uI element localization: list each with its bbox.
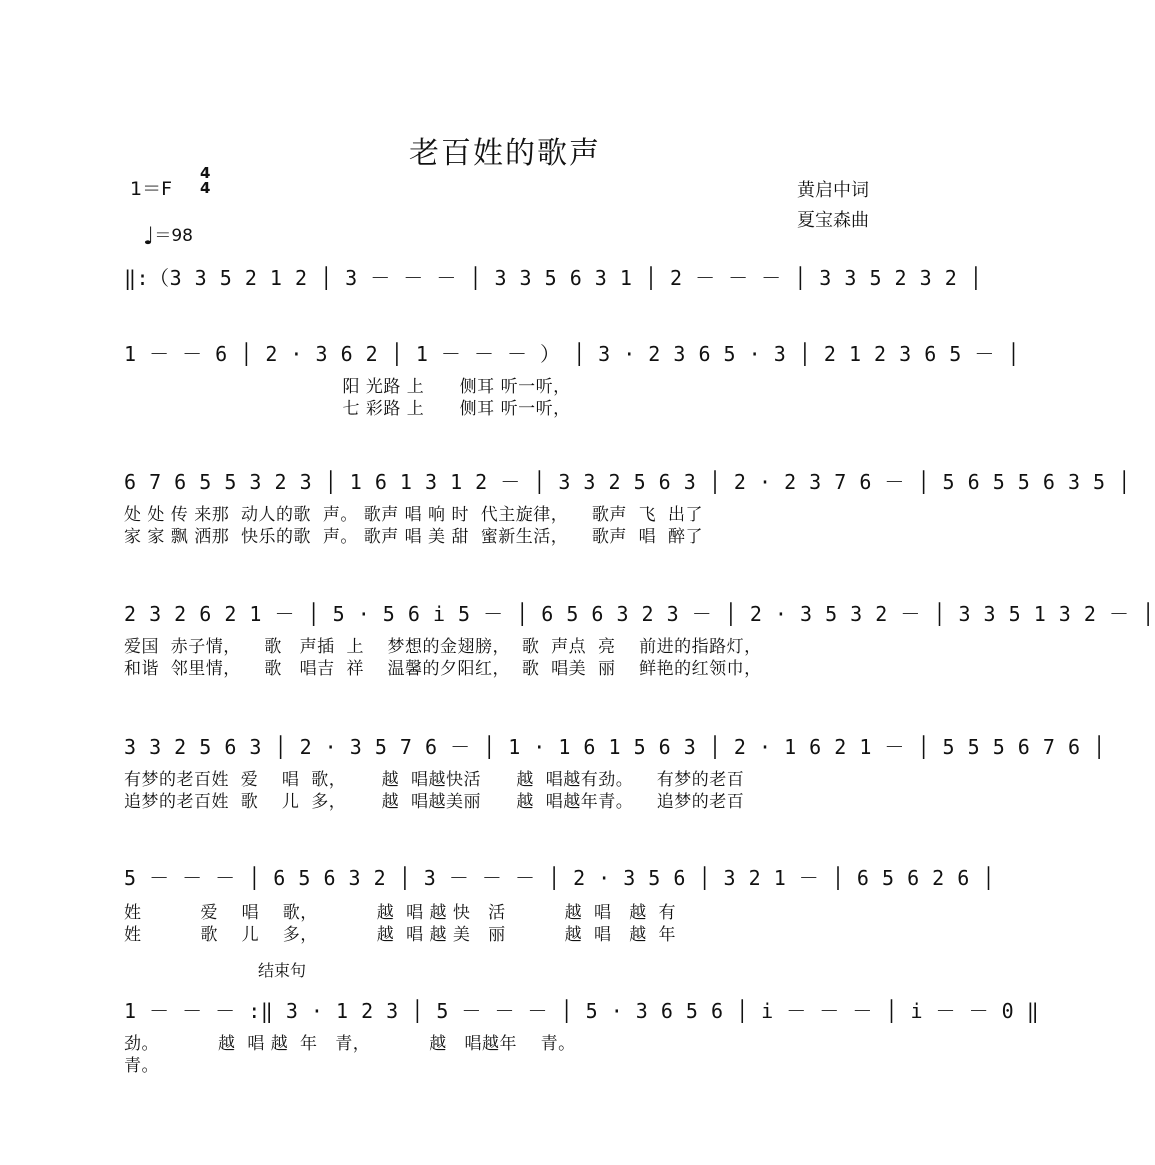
score-row-4 [124, 598, 1155, 688]
time-signature-top: 4 [200, 164, 211, 182]
notation-line: ‖:（3 3 5 2 1 2 │ 3 － － － │ 3 3 5 6 3 1 │ 2 － － － │ 3 3 5 2 3 2 │ [124, 266, 983, 290]
score-row-2 [124, 338, 1020, 428]
notation-line: 2 3 2 6 2 1 － │ 5 · 5 6 i 5 － │ 6 5 6 3 2 3 － │ 2 · 3 5 3 2 － │ 3 3 5 1 3 2 － │ [124, 602, 1155, 626]
notation-line: 1 － － 6 │ 2 · 3 6 2 │ 1 － － － ） │ 3 · 2 3 6 5 · 3 │ 2 1 2 3 6 5 － │ [124, 342, 1020, 366]
lyric-verse-2: 和谐 邻里情， 歌 唱吉 祥 温馨的夕阳红， 歌 唱美 丽 鲜艳的红领巾， [124, 659, 762, 679]
ending-label: 结束句 [258, 961, 307, 980]
lyric-verse-1: 劲。 越 唱 越 年 青， 越 唱越年 青。 [124, 1034, 576, 1054]
composer-credit: 夏宝森曲 [797, 210, 869, 231]
notation-line: 5 － － － │ 6 5 6 3 2 │ 3 － － － │ 2 · 3 5 6 │ 3 2 1 － │ 6 5 6 2 6 │ [124, 866, 995, 890]
time-signature [200, 166, 210, 196]
lyric-verse-2: 追梦的老百姓 歌 儿 多， 越 唱越美丽 越 唱越年青。 追梦的老百 [124, 792, 745, 812]
time-signature-bottom: 4 [200, 179, 211, 197]
lyric-verse-1: 阳 光路 上 侧耳 听一听， [124, 377, 571, 397]
lyric-verse-2: 七 彩路 上 侧耳 听一听， [124, 399, 571, 419]
notation-line: 1 － － － :‖ 3 · 1 2 3 │ 5 － － － │ 5 · 3 6 5 6 │ i － － － │ i － － 0 ‖ [124, 999, 1040, 1023]
notation-line: 6 7 6 5 5 3 2 3 │ 1 6 1 3 1 2 － │ 3 3 2 5 6 3 │ 2 · 2 3 7 6 － │ 5 6 5 5 6 3 5 │ [124, 470, 1131, 494]
tempo-marking [143, 221, 193, 250]
lyric-verse-2: 姓 歌 儿 多， 越 唱 越 美 丽 越 唱 越 年 [124, 925, 676, 945]
lyric-verse-1: 姓 爱 唱 歌， 越 唱 越 快 活 越 唱 越 有 [124, 903, 676, 923]
score-row-5 [124, 731, 1106, 821]
notation-line: 3 3 2 5 6 3 │ 2 · 3 5 7 6 － │ 1 · 1 6 1 5 6 3 │ 2 · 1 6 2 1 － │ 5 5 5 6 7 6 │ [124, 735, 1106, 759]
lyric-verse-1: 爱国 赤子情， 歌 声插 上 梦想的金翅膀， 歌 声点 亮 前进的指路灯， [124, 637, 762, 657]
score-row-3 [124, 466, 1131, 556]
lyric-verse-2: 青。 [124, 1056, 159, 1076]
score-row-6 [124, 862, 995, 952]
lyric-verse-1: 处 处 传 来那 动人的歌 声。 歌声 唱 响 时 代主旋律， 歌声 飞 出了 [124, 505, 703, 525]
lyric-verse-2: 家 家 飘 洒那 快乐的歌 声。 歌声 唱 美 甜 蜜新生活， 歌声 唱 醉了 [124, 527, 703, 547]
lyricist-credit: 黄启中词 [797, 180, 869, 201]
page-title: 老百姓的歌声 [409, 136, 601, 171]
quarter-note-icon: ♩ [143, 222, 155, 250]
lyric-verse-1: 有梦的老百姓 爱 唱 歌， 越 唱越快活 越 唱越有劲。 有梦的老百 [124, 770, 745, 790]
score-row-7 [124, 995, 1040, 1085]
key-signature: 1＝F [130, 178, 173, 200]
tempo-value: ＝98 [154, 226, 193, 246]
